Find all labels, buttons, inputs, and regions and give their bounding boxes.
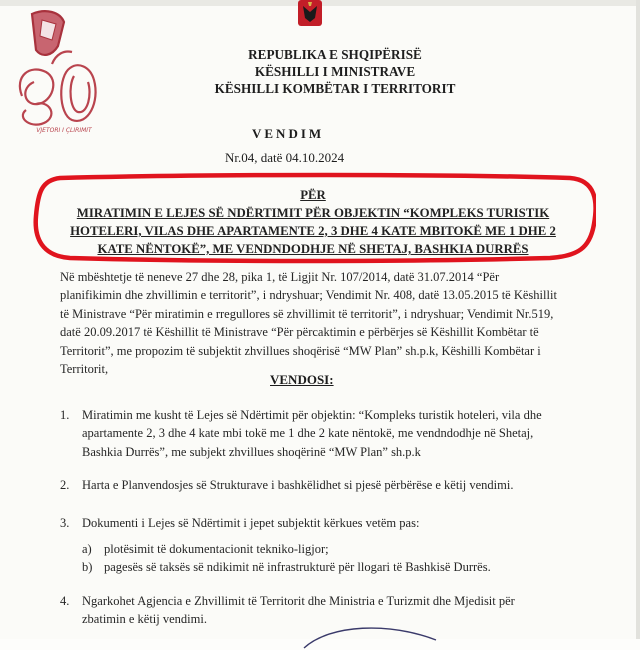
subitem-a-text: plotësimit të dokumentacionit tekniko-ligjor; — [104, 542, 329, 556]
decision-number-date: Nr.04, datë 04.10.2024 — [225, 150, 345, 165]
signature-stroke — [300, 620, 440, 650]
preamble-line: datë 20.09.2017 të Këshillit të Ministrave “Për përcaktimin e përbërjes së Këshillit Kombëtar të — [60, 325, 539, 340]
scan-edge-right — [636, 0, 640, 639]
title-line-2: HOTELERI, VILAS DHE APARTAMENTE 2, 3 DHE 4 KATE MBITOKË ME 1 DHE 2 — [70, 224, 556, 238]
item-number-4: 4. — [60, 594, 70, 608]
logo-caption: VJETORI I ÇLIRIMIT — [36, 127, 92, 134]
title-line-3: KATE NËNTOKË”, ME VENDNDODHJE NË SHETAJ, BASHKIA DURRËS — [97, 242, 529, 256]
preamble-line: Territorit”, me propozim të subjektit zhvillues shoqërisë “MW Plan” sh.p.k, Këshilli Kombëtar i — [60, 343, 541, 358]
item-1-text — [82, 406, 572, 461]
preamble-line: të Ministrave “Për miratimin e rregullores së zhvillimit të territorit”, i ndryshuar; Vendimit Nr.519, — [60, 306, 554, 321]
item-4-line: zbatimin e këtij vendimi. — [82, 612, 207, 627]
item-2-text: Harta e Planvendosjes së Strukturave i bashkëlidhet si pjesë përbërëse e këtij vendimi. — [82, 478, 514, 492]
decision-title — [58, 186, 568, 258]
subitem-a-marker: a) — [82, 542, 92, 556]
subitem-b-marker: b) — [82, 560, 93, 574]
title-per: PËR — [300, 188, 326, 202]
item-1-line: Bashkia Durrës”, me subjekt zhvillues shoqërinë “MW Plan” sh.p.k — [82, 444, 421, 459]
anniversary-80-logo — [12, 6, 112, 134]
title-line-1: MIRATIMIN E LEJES SË NDËRTIMIT PËR OBJEKTIN “KOMPLEKS TURISTIK — [76, 206, 550, 220]
header-national-territory-council: KËSHILLI KOMBËTAR I TERRITORIT — [214, 81, 456, 96]
item-number-3: 3. — [60, 516, 70, 530]
header-republic: REPUBLIKA E SHQIPËRISË — [248, 47, 422, 62]
item-number-2: 2. — [60, 478, 70, 492]
preamble-line: Territorit, — [60, 362, 109, 377]
item-number-1: 1. — [60, 408, 70, 422]
preamble-paragraph — [60, 268, 572, 378]
albanian-emblem — [290, 0, 330, 30]
preamble-line: planifikimin dhe zhvillimin e territorit”, i ndryshuar; Vendimit Nr. 408, datë 13.05.2015 të Këshillit — [60, 288, 557, 303]
item-4-line: Ngarkohet Agjencia e Zhvillimit të Territorit dhe Ministria e Turizmit dhe Mjedisit për — [82, 594, 515, 608]
subitem-b-text: pagesës së taksës së ndikimit në infrastrukturë për llogari të Bashkisë Durrës. — [104, 560, 491, 574]
decision-label: VENDIM — [252, 126, 325, 141]
institution-header — [150, 46, 520, 97]
vendosi-heading: VENDOSI: — [270, 372, 334, 387]
header-council-ministers: KËSHILLI I MINISTRAVE — [254, 64, 416, 79]
item-1-line: apartamente 2, 3 dhe 4 kate mbi tokë me 1 dhe 2 kate nëntokë, me vendndodhje në Shetaj, — [82, 426, 534, 441]
preamble-line: Në mbështetje të neneve 27 dhe 28, pika 1, të Ligjit Nr. 107/2014, datë 31.07.2014 “Për — [60, 270, 500, 284]
item-1-line: Miratimin me kusht të Lejes së Ndërtimit për objektin: “Kompleks turistik hoteleri, vila dhe — [82, 408, 542, 422]
item-3-text: Dokumenti i Lejes së Ndërtimit i jepet subjektit kërkues vetëm pas: — [82, 516, 420, 530]
